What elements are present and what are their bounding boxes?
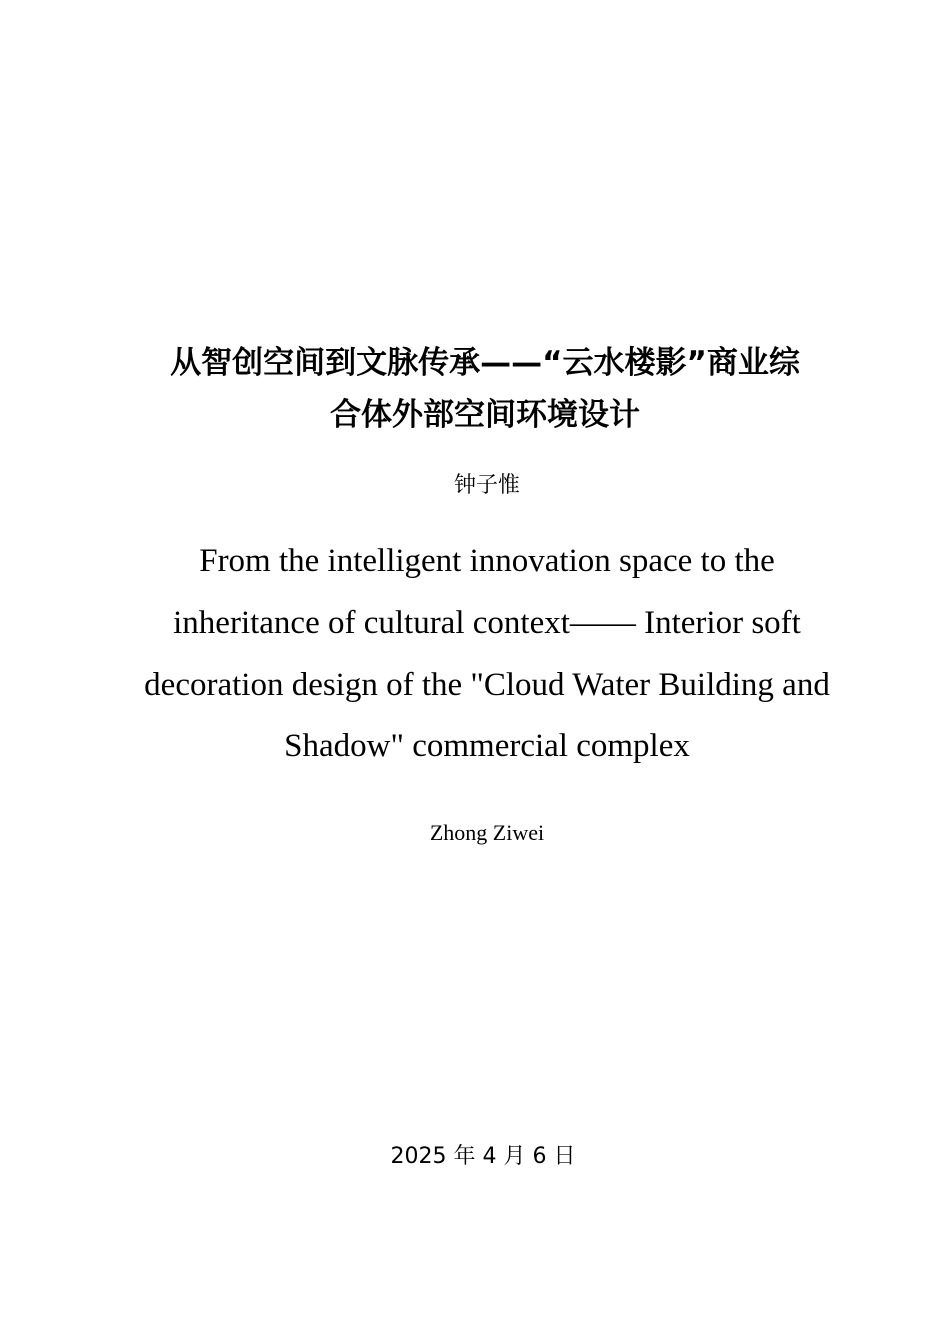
english-author-name: Zhong Ziwei [429, 820, 545, 845]
chinese-title-line-2: 合体外部空间环境设计 [330, 397, 640, 433]
english-title-line-2: inheritance of cultural context—— Interior soft [173, 605, 801, 641]
document-date: 2025 年 4 月 6 日 [390, 1144, 576, 1169]
english-title-line-3: decoration design of the "Cloud Water Building and [144, 667, 830, 703]
english-title-line-4: Shadow" commercial complex [284, 728, 690, 764]
english-title-line-1: From the intelligent innovation space to the [199, 543, 775, 579]
chinese-author-name: 钟子惟 [453, 473, 520, 498]
chinese-title-line-1: 从智创空间到文脉传承——“云水楼影”商业综 [170, 345, 800, 381]
